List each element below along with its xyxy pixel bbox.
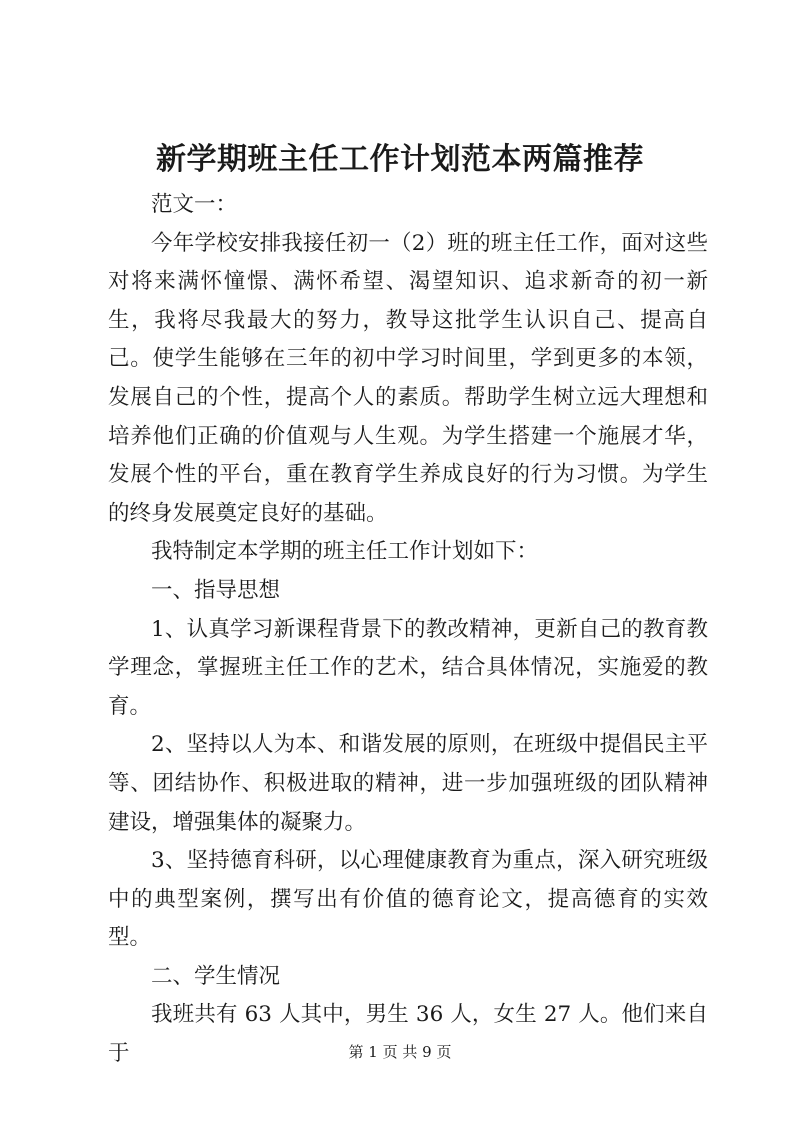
document-title: 新学期班主任工作计划范本两篇推荐 [156,142,644,177]
paragraph-student-count: 我班共有 63 人其中，男生 36 人，女生 27 人。他们来自于 [108,1002,708,1067]
section-heading-guiding-ideas: 一、指导思想 [151,577,281,603]
section-heading-student-situation: 二、学生情况 [151,963,281,989]
page-number-footer: 第 1 页 共 9 页 [348,1043,452,1061]
paragraph-intro: 今年学校安排我接任初一（2）班的班主任工作，面对这些对将来满怀憧憬、满怀希望、渴望知识、追求新奇的初一新生，我将尽我最大的努力，教导这批学生认识自己、提高自己。使学生能够在三年的初中学习时间里，学到更多的本领，发展自己的个性，提高个人的素质。帮助学生树立远大理想和培养他们正确的价值观与人生观。为学生搭建一个施展才华，发展个性的平台，重在教育学生养成良好的行为习惯。为学生的终身发展奠定良好的基础。 [108,230,708,526]
document-body [108,186,708,1074]
paragraph-heading-sample: 范文一： [151,192,238,217]
paragraph-plan-lead: 我特制定本学期的班主任工作计划如下： [151,539,539,565]
paragraph-point-3: 3、坚持德育科研，以心理健康教育为重点，深入研究班级中的典型案例，撰写出有价值的德育论文，提高德育的实效型。 [108,848,708,951]
paragraph-point-1: 1、认真学习新课程背景下的教改精神，更新自己的教育教学理念，掌握班主任工作的艺术，结合具体情况，实施爱的教育。 [108,616,708,719]
paragraph-point-2: 2、坚持以人为本、和谐发展的原则，在班级中提倡民主平等、团结协作、积极进取的精神，进一步加强班级的团队精神建设，增强集体的凝聚力。 [108,732,708,835]
